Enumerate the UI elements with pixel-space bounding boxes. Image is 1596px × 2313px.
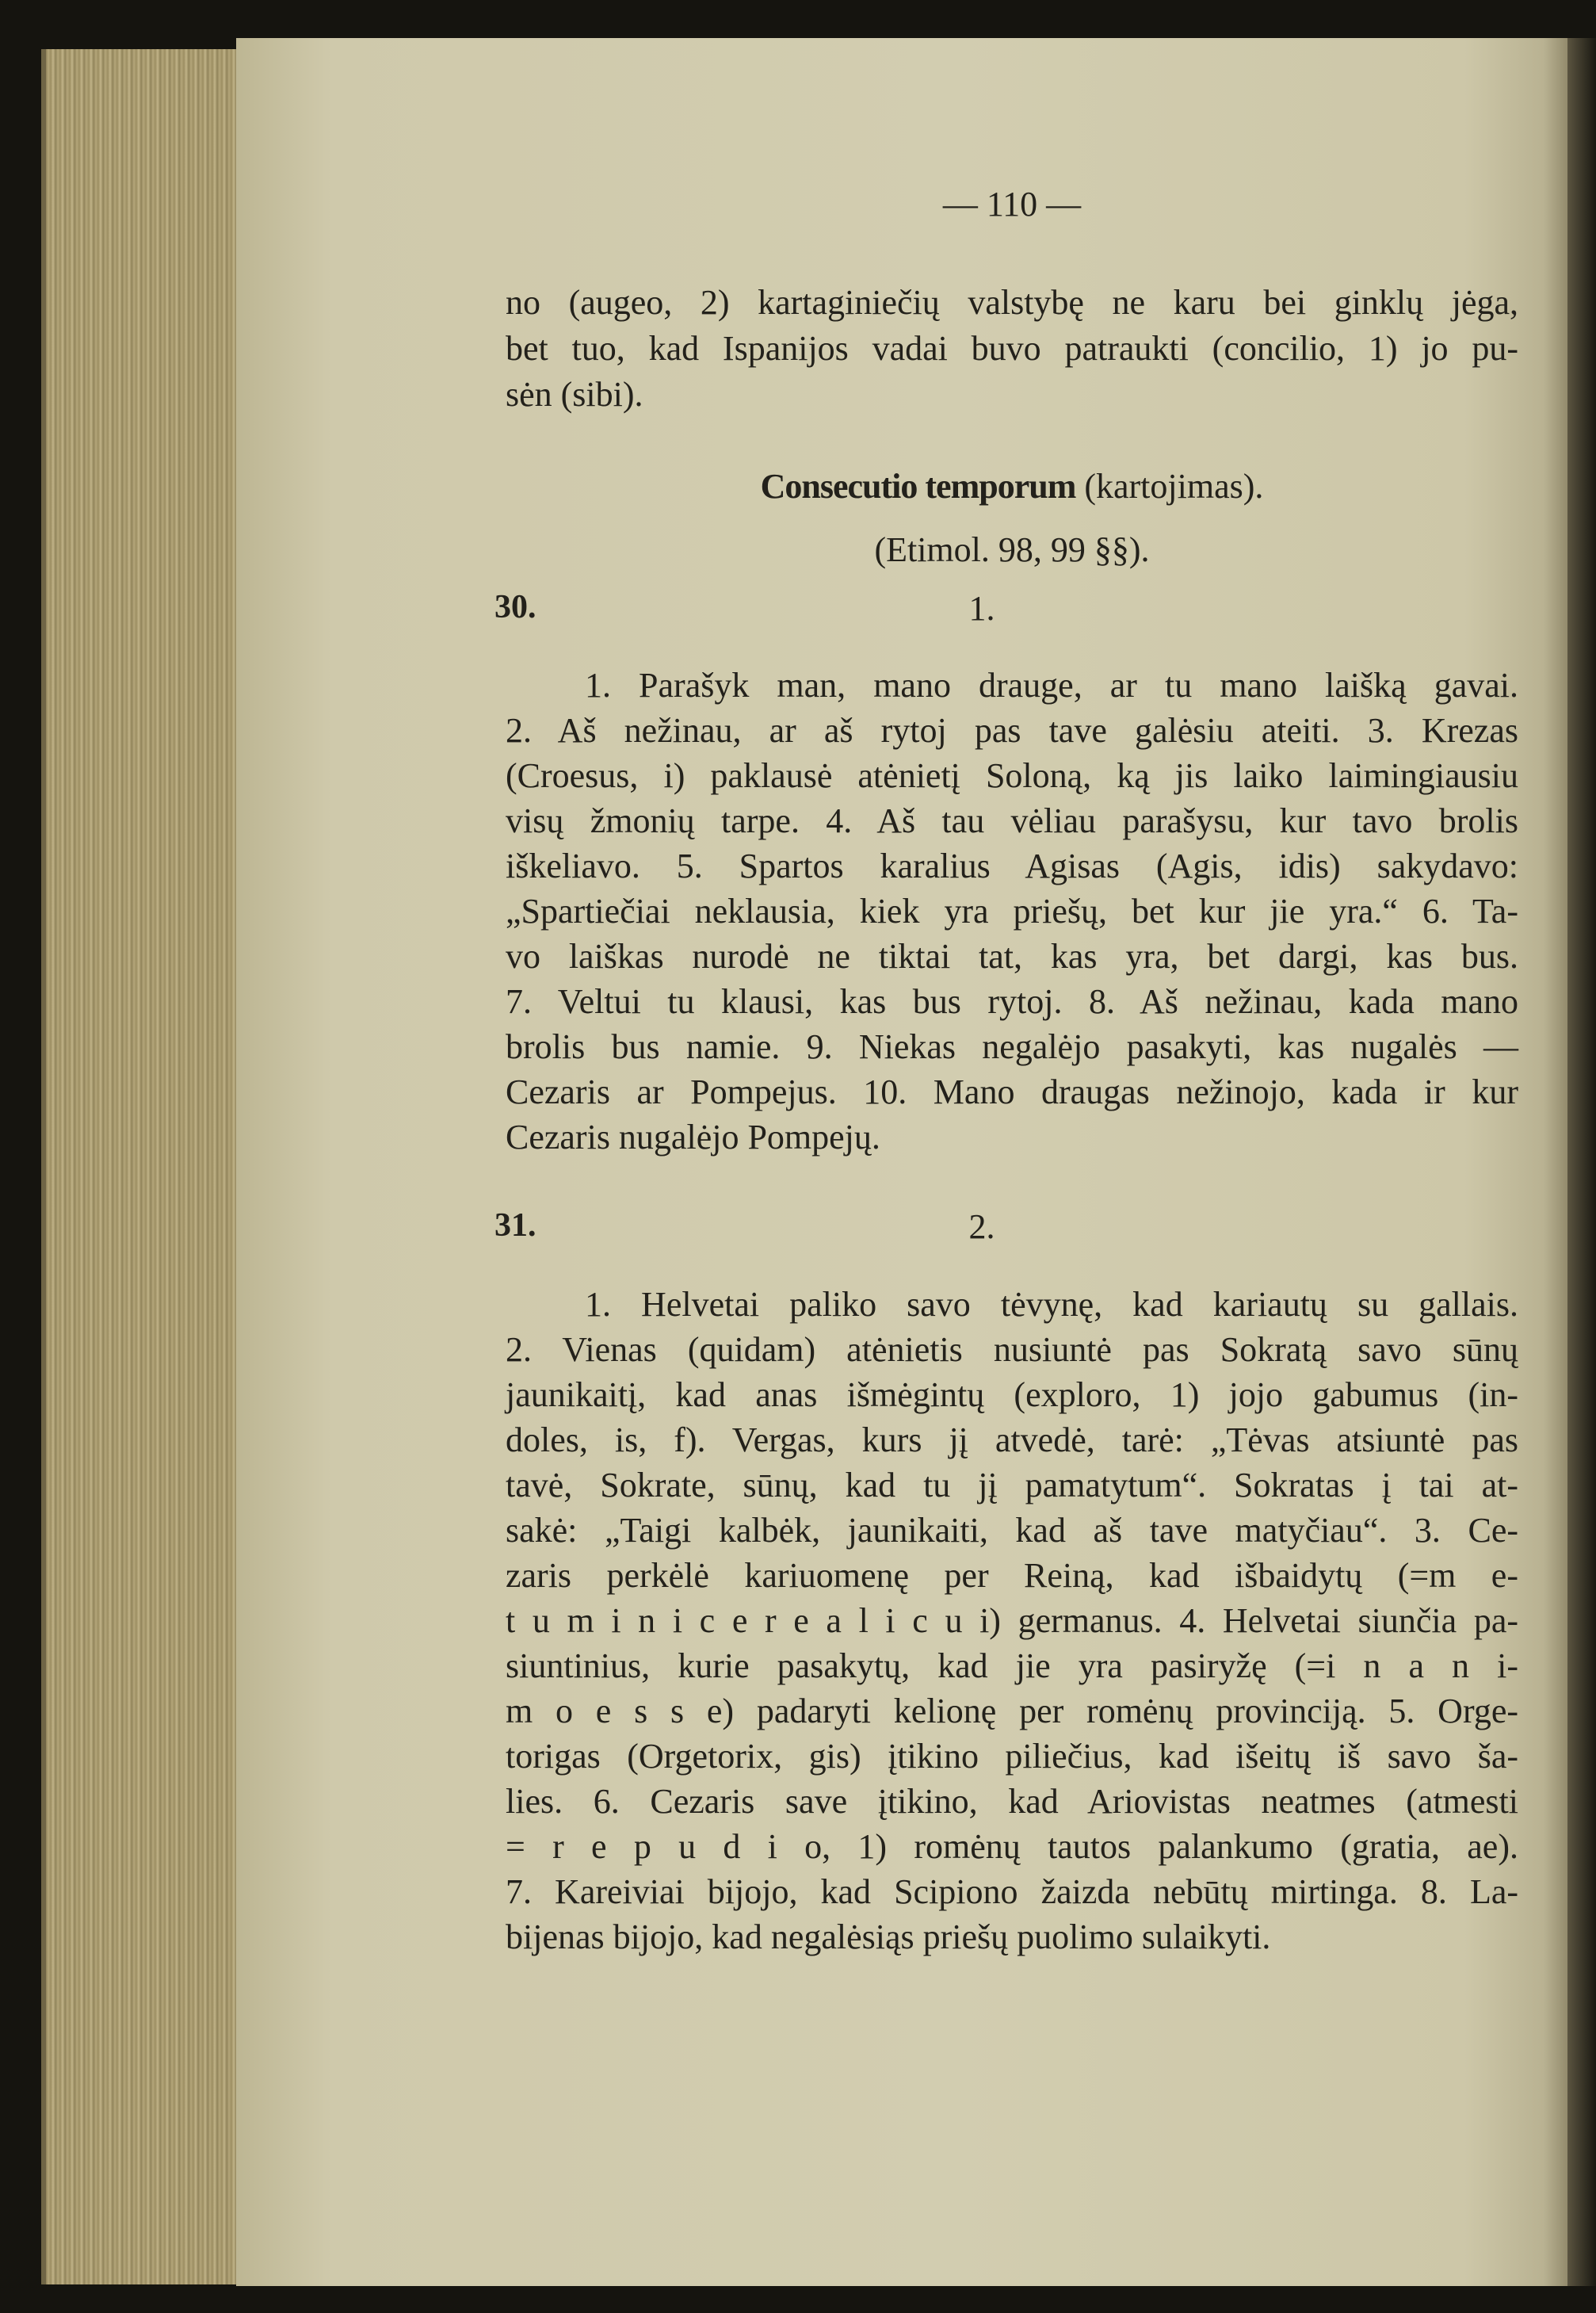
exercise-31-text [506,1282,1518,1959]
text-line: 2. Aš nežinau, ar aš rytoj pas tave galėsiu ateiti. 3. Krezas [506,711,1518,750]
text-line: Cezaris nugalėjo Pompejų. [506,1118,880,1156]
text-line: m o e s s e) padaryti kelionę per romėnų provinciją. 5. Orge- [506,1692,1518,1730]
text-line: torigas (Orgetorix, gis) įtikino piliečius, kad išeitų iš savo ša- [506,1737,1518,1776]
text-line: t u m i n i c e r e a l i c u i) germanus. 4. Helvetai siunčia pa- [506,1601,1518,1640]
text-line: = r e p u d i o, 1) romėnų tautos palankumo (gratia, ae). [506,1827,1518,1866]
heading-bold: Consecutio temporum [760,467,1076,506]
exercise-subtitle: 1. [968,589,995,628]
section-heading [506,466,1518,507]
text-line: 7. Kareiviai bijojo, kad Scipiono žaizda nebūtų mirtinga. 8. La- [506,1872,1518,1911]
text-line: brolis bus namie. 9. Niekas negalėjo pasakyti, kas nugalės — [506,1027,1518,1066]
intro-paragraph [506,280,1518,418]
text-line: tavė, Sokrate, sūnų, kad tu jį pamatytum“. Sokratas į tai at- [506,1466,1518,1504]
text-line: zaris perkėlė kariuomenę per Reiną, kad išbaidytų (=m e- [506,1556,1518,1595]
section-subheading: (Etimol. 98, 99 §§). [874,530,1150,569]
text-line: sėn (sibi). [506,375,643,414]
text-line: bet tuo, kad Ispanijos vadai buvo patraukti (concilio, 1) jo pu- [506,329,1518,368]
text-line: „Spartiečiai neklausia, kiek yra priešų, bet kur jie yra.“ 6. Ta- [506,892,1518,931]
exercise-number: 30. [494,589,536,625]
book-page-edges [41,49,244,2284]
text-line: (Croesus, i) paklausė atėnietį Soloną, ką jis laiko laimingiausiu [506,756,1518,795]
exercise-subtitle: 2. [968,1207,995,1246]
text-line: no (augeo, 2) kartaginiečių valstybę ne karu bei ginklų jėga, [506,283,1518,322]
text-line: iškeliavo. 5. Spartos karalius Agisas (Agis, idis) sakydavo: [506,847,1518,885]
heading-rest: (kartojimas). [1075,467,1264,506]
text-line: Cezaris ar Pompejus. 10. Mano draugas nežinojo, kada ir kur [506,1072,1518,1111]
exercise-number: 31. [494,1207,536,1244]
text-line: lies. 6. Cezaris save įtikino, kad Ariovistas neatmes (atmesti [506,1782,1518,1821]
exercise-30-text [506,663,1518,1160]
text-line: vo laiškas nurodė ne tiktai tat, kas yra, bet dargi, kas bus. [506,937,1518,976]
text-line: 1. Parašyk man, mano drauge, ar tu mano laišką gavai. [585,666,1518,705]
text-line: siuntinius, kurie pasakytų, kad jie yra pasiryžę (=i n a n i- [506,1646,1518,1685]
text-line: doles, is, f). Vergas, kurs jį atvedė, tarė: „Tėvas atsiuntė pas [506,1420,1518,1459]
text-line: 7. Veltui tu klausi, kas bus rytoj. 8. Aš nežinau, kada mano [506,982,1518,1021]
text-line: sakė: „Taigi kalbėk, jaunikaiti, kad aš tave matyčiau“. 3. Ce- [506,1511,1518,1550]
text-line: 2. Vienas (quidam) atėnietis nusiuntė pas Sokratą savo sūnų [506,1330,1518,1369]
text-line: bijenas bijojo, kad negalėsiąs priešų puolimo sulaikyti. [506,1917,1271,1956]
text-line: visų žmonių tarpe. 4. Aš tau vėliau parašysu, kur tavo brolis [506,801,1518,840]
text-line: jaunikaitį, kad anas išmėgintų (exploro, 1) jojo gabumus (in- [506,1375,1518,1414]
page-number: — 110 — [942,185,1082,224]
scan-right-edge [1567,38,1596,2286]
text-line: 1. Helvetai paliko savo tėvynę, kad kariautų su gallais. [585,1285,1518,1324]
